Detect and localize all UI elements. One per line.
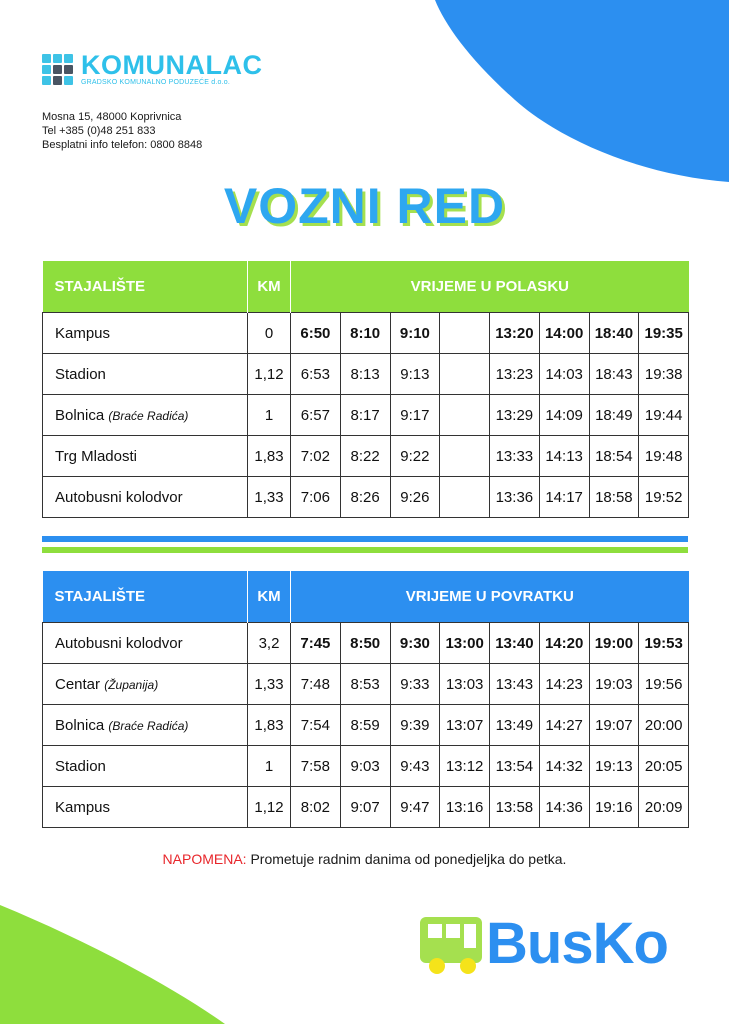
time-cell: 20:09: [639, 787, 689, 828]
km-column-header: KM: [248, 571, 291, 623]
time-cell: 13:58: [490, 787, 540, 828]
separator-green: [42, 547, 688, 553]
time-cell: 13:40: [490, 623, 540, 664]
time-cell: 19:56: [639, 664, 689, 705]
time-cell: 19:07: [589, 705, 639, 746]
schedule-note: [0, 851, 729, 867]
time-cell: 19:38: [639, 354, 689, 395]
time-cell: 13:23: [490, 354, 540, 395]
stop-cell: [43, 664, 248, 705]
time-cell: 8:22: [340, 436, 390, 477]
stop-cell: [43, 436, 248, 477]
table-row: [43, 313, 689, 354]
time-cell: 13:03: [440, 664, 490, 705]
km-cell: 1: [248, 746, 291, 787]
stop-name: Centar: [55, 675, 101, 693]
time-cell: 9:07: [340, 787, 390, 828]
return-rows: [43, 623, 689, 828]
table-row: [43, 664, 689, 705]
time-cell: 8:26: [340, 477, 390, 518]
time-cell: 14:13: [539, 436, 589, 477]
stop-cell: [43, 787, 248, 828]
time-cell: 18:54: [589, 436, 639, 477]
time-cell: 14:03: [539, 354, 589, 395]
time-cell: 8:59: [340, 705, 390, 746]
time-cell: 20:00: [639, 705, 689, 746]
time-cell: 14:09: [539, 395, 589, 436]
logo-grid-icon: [42, 54, 73, 85]
time-cell: 9:13: [390, 354, 440, 395]
time-cell: 18:40: [589, 313, 639, 354]
time-cell: 9:17: [390, 395, 440, 436]
time-cell: 13:43: [490, 664, 540, 705]
note-label: NAPOMENA:: [162, 851, 247, 867]
table-row: [43, 354, 689, 395]
stop-name: Stadion: [55, 757, 106, 775]
time-cell: 13:12: [440, 746, 490, 787]
time-cell: 8:53: [340, 664, 390, 705]
stop-name: Bolnica: [55, 406, 105, 424]
company-subtitle: GRADSKO KOMUNALNO PODUZEĆE d.o.o.: [81, 79, 230, 86]
time-cell: 7:48: [291, 664, 341, 705]
time-cell: 19:52: [639, 477, 689, 518]
outbound-rows: [43, 313, 689, 518]
time-cell: 6:57: [291, 395, 341, 436]
time-cell: 13:29: [490, 395, 540, 436]
km-cell: 1,83: [248, 705, 291, 746]
time-cell: 7:02: [291, 436, 341, 477]
stop-cell: [43, 354, 248, 395]
table-row: [43, 477, 689, 518]
stop-cell: [43, 395, 248, 436]
stop-cell: [43, 477, 248, 518]
table-row: [43, 436, 689, 477]
time-cell: 7:06: [291, 477, 341, 518]
bottom-left-green-swoosh: [0, 905, 225, 1024]
time-cell: [440, 395, 490, 436]
time-cell: 8:13: [340, 354, 390, 395]
outbound-timetable: [42, 261, 689, 518]
table-row: [43, 746, 689, 787]
time-cell: 7:54: [291, 705, 341, 746]
stop-column-header: STAJALIŠTE: [43, 261, 248, 313]
time-cell: 7:58: [291, 746, 341, 787]
stop-note: (Županija): [104, 677, 159, 692]
company-address: Mosna 15, 48000 Koprivnica: [42, 111, 182, 123]
stop-name: Autobusni kolodvor: [55, 488, 183, 506]
table-row: [43, 705, 689, 746]
time-cell: 9:33: [390, 664, 440, 705]
time-cell: 14:00: [539, 313, 589, 354]
km-cell: 1,33: [248, 477, 291, 518]
stop-cell: [43, 313, 248, 354]
time-cell: 18:58: [589, 477, 639, 518]
time-cell: 19:13: [589, 746, 639, 787]
time-cell: 14:27: [539, 705, 589, 746]
time-cell: 9:03: [340, 746, 390, 787]
time-cell: [440, 313, 490, 354]
stop-name: Kampus: [55, 324, 111, 342]
stop-name: Kampus: [55, 798, 111, 816]
time-cell: 13:07: [440, 705, 490, 746]
time-cell: 13:16: [440, 787, 490, 828]
time-cell: 19:16: [589, 787, 639, 828]
time-cell: [440, 436, 490, 477]
stop-name: Autobusni kolodvor: [55, 634, 183, 652]
stop-name: Bolnica: [55, 716, 105, 734]
company-logo: [42, 52, 262, 86]
time-cell: 9:26: [390, 477, 440, 518]
return-timetable: [42, 571, 689, 828]
time-cell: 13:33: [490, 436, 540, 477]
time-cell: 19:53: [639, 623, 689, 664]
time-cell: [440, 477, 490, 518]
time-cell: 8:50: [340, 623, 390, 664]
time-cell: 9:10: [390, 313, 440, 354]
time-cell: 9:30: [390, 623, 440, 664]
km-cell: 1: [248, 395, 291, 436]
top-right-blue-swoosh: [435, 0, 729, 182]
bus-icon: [418, 911, 488, 977]
return-time-header: VRIJEME U POVRATKU: [291, 571, 689, 623]
page-title: VOZNI RED: [223, 178, 506, 234]
stop-note: (Braće Radića): [108, 718, 189, 733]
time-cell: 13:49: [490, 705, 540, 746]
time-cell: 9:47: [390, 787, 440, 828]
km-cell: 3,2: [248, 623, 291, 664]
stop-cell: [43, 705, 248, 746]
time-cell: 9:39: [390, 705, 440, 746]
time-cell: 19:48: [639, 436, 689, 477]
stop-note: (Braće Radića): [108, 408, 189, 423]
time-cell: 8:10: [340, 313, 390, 354]
time-cell: 14:20: [539, 623, 589, 664]
time-cell: [440, 354, 490, 395]
km-column-header: KM: [248, 261, 291, 313]
time-cell: 18:43: [589, 354, 639, 395]
time-cell: 14:17: [539, 477, 589, 518]
km-cell: 1,12: [248, 787, 291, 828]
time-cell: 13:00: [440, 623, 490, 664]
time-cell: 19:35: [639, 313, 689, 354]
stop-cell: [43, 623, 248, 664]
table-row: [43, 787, 689, 828]
time-cell: 14:36: [539, 787, 589, 828]
note-text: Prometuje radnim danima od ponedjeljka do petka.: [246, 851, 567, 867]
company-phone: Tel +385 (0)48 251 833: [42, 125, 156, 137]
time-cell: 8:02: [291, 787, 341, 828]
table-row: [43, 395, 689, 436]
table-row: [43, 623, 689, 664]
km-cell: 1,83: [248, 436, 291, 477]
time-cell: 14:32: [539, 746, 589, 787]
company-info-phone: Besplatni info telefon: 0800 8848: [42, 139, 203, 151]
stop-name: Trg Mladosti: [55, 447, 137, 465]
time-cell: 19:00: [589, 623, 639, 664]
company-address-block: [42, 110, 202, 152]
time-cell: 13:20: [490, 313, 540, 354]
stop-cell: [43, 746, 248, 787]
time-cell: 6:53: [291, 354, 341, 395]
time-cell: 18:49: [589, 395, 639, 436]
km-cell: 1,33: [248, 664, 291, 705]
time-cell: 14:23: [539, 664, 589, 705]
departure-time-header: VRIJEME U POLASKU: [291, 261, 689, 313]
table-header-row: [43, 571, 689, 623]
brand-name: BusKo: [486, 911, 668, 976]
table-header-row: [43, 261, 689, 313]
km-cell: 1,12: [248, 354, 291, 395]
company-name: KOMUNALAC: [81, 50, 263, 80]
time-cell: 20:05: [639, 746, 689, 787]
time-cell: 19:03: [589, 664, 639, 705]
stop-column-header: STAJALIŠTE: [43, 571, 248, 623]
time-cell: 9:43: [390, 746, 440, 787]
time-cell: 8:17: [340, 395, 390, 436]
time-cell: 19:44: [639, 395, 689, 436]
time-cell: 6:50: [291, 313, 341, 354]
time-cell: 9:22: [390, 436, 440, 477]
time-cell: 7:45: [291, 623, 341, 664]
km-cell: 0: [248, 313, 291, 354]
separator-blue: [42, 536, 688, 542]
time-cell: 13:36: [490, 477, 540, 518]
stop-name: Stadion: [55, 365, 106, 383]
time-cell: 13:54: [490, 746, 540, 787]
